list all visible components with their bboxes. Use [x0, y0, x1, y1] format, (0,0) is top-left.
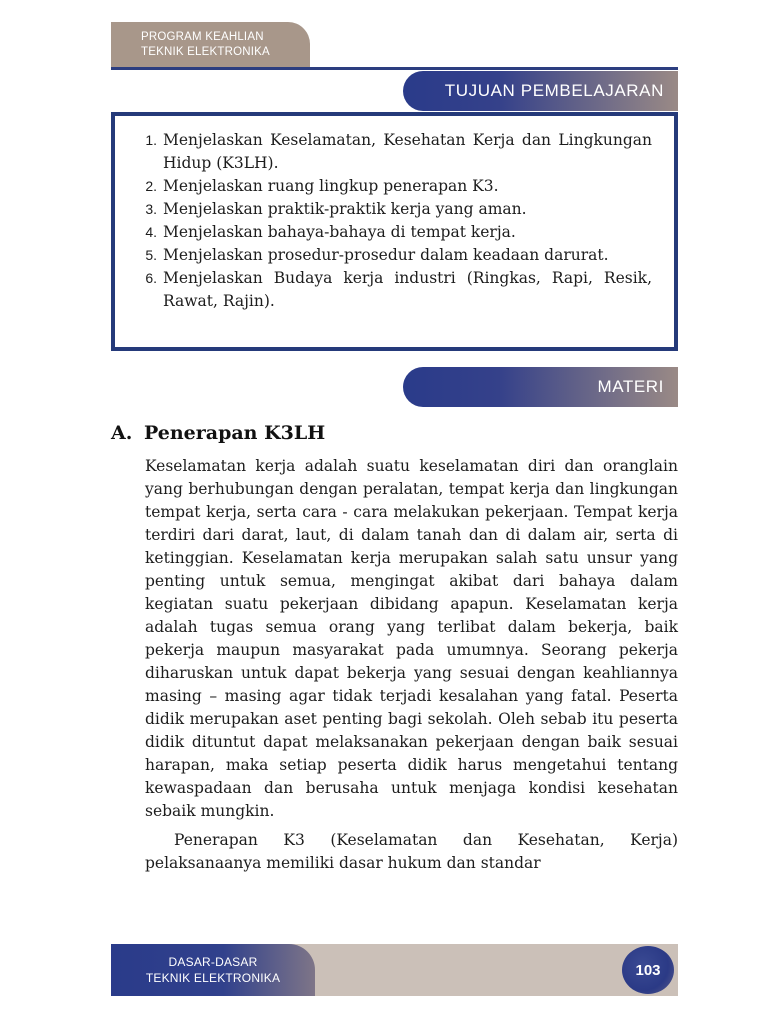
section-title: Penerapan K3LH: [144, 422, 326, 444]
page-number: 103: [635, 961, 661, 979]
objective-text: Menjelaskan prosedur-prosedur dalam keadaan darurat.: [163, 246, 609, 264]
section-letter: A.: [111, 422, 133, 444]
objective-text: Menjelaskan Keselamatan, Kesehatan Kerja dan Lingkungan Hidup (K3LH).: [163, 131, 652, 172]
program-header-line2: TEKNIK ELEKTRONIKA: [141, 46, 270, 58]
objective-item: [115, 198, 652, 221]
section-body: [145, 455, 678, 875]
program-header-line1: PROGRAM KEAHLIAN: [141, 31, 264, 43]
program-header-tab: [111, 22, 310, 68]
objective-text: Menjelaskan praktik-praktik kerja yang aman.: [163, 200, 527, 218]
footer-subject-tab: [111, 944, 315, 996]
objective-text: Menjelaskan ruang lingkup penerapan K3.: [163, 177, 499, 195]
body-paragraph-1: Keselamatan kerja adalah suatu keselamatan diri dan oranglain yang berhubungan dengan peralatan, tempat kerja dan lingkungan tempat kerja, serta cara - cara melakukan pekerjaan. Tempat kerja terdiri dari darat, laut, di dalam tanah dan di dalam air, serta di ketinggian. Keselamatan kerja merupakan salah satu unsur yang penting untuk semua, mengingat akibat dari bahaya dalam kegiatan suatu pekerjaan dibidang apapun. Keselamatan kerja adalah tugas semua orang yang terlibat dalam bekerja, baik pekerja maupun masyarakat pada umumnya. Seorang pekerja diharuskan untuk dapat bekerja yang sesuai dengan keahliannya masing – masing agar tidak terjadi kesalahan yang fatal. Peserta didik merupakan aset penting bagi sekolah. Oleh sebab itu peserta didik dituntut dapat melaksanakan pekerjaan dengan baik sesuai harapan, maka setiap peserta didik harus mengetahui tentang kewaspadaan dan berusaha untuk menjaga kondisi kesehatan sebaik mungkin.: [145, 457, 678, 820]
footer-line1: DASAR-DASAR: [168, 955, 258, 969]
body-paragraph-2: Penerapan K3 (Keselamatan dan Kesehatan, Kerja) pelaksanaanya memiliki dasar hukum dan standar: [145, 831, 678, 872]
material-banner: [403, 367, 678, 407]
objective-number: 5.: [145, 247, 157, 263]
objective-number: 4.: [145, 224, 157, 240]
objectives-banner: [403, 71, 678, 111]
header-divider: [111, 67, 678, 70]
objective-number: 3.: [145, 201, 157, 217]
objective-text: Menjelaskan Budaya kerja industri (Ringkas, Rapi, Resik, Rawat, Rajin).: [163, 269, 652, 310]
objective-item: [115, 175, 652, 198]
objective-number: 6.: [145, 270, 157, 286]
objective-text: Menjelaskan bahaya-bahaya di tempat kerja.: [163, 223, 516, 241]
material-banner-label: MATERI: [597, 377, 664, 396]
page-number-badge: [622, 946, 674, 994]
objective-item: [115, 221, 652, 244]
section-heading: [111, 422, 325, 444]
objectives-box: [111, 112, 678, 351]
objective-number: 1.: [145, 132, 157, 148]
objective-item: [115, 244, 652, 267]
objectives-list: [115, 116, 674, 313]
objective-number: 2.: [145, 178, 157, 194]
footer-line2: TEKNIK ELEKTRONIKA: [145, 971, 281, 985]
objective-item: [115, 129, 652, 175]
objective-item: [115, 267, 652, 313]
objectives-banner-label: TUJUAN PEMBELAJARAN: [444, 81, 664, 100]
